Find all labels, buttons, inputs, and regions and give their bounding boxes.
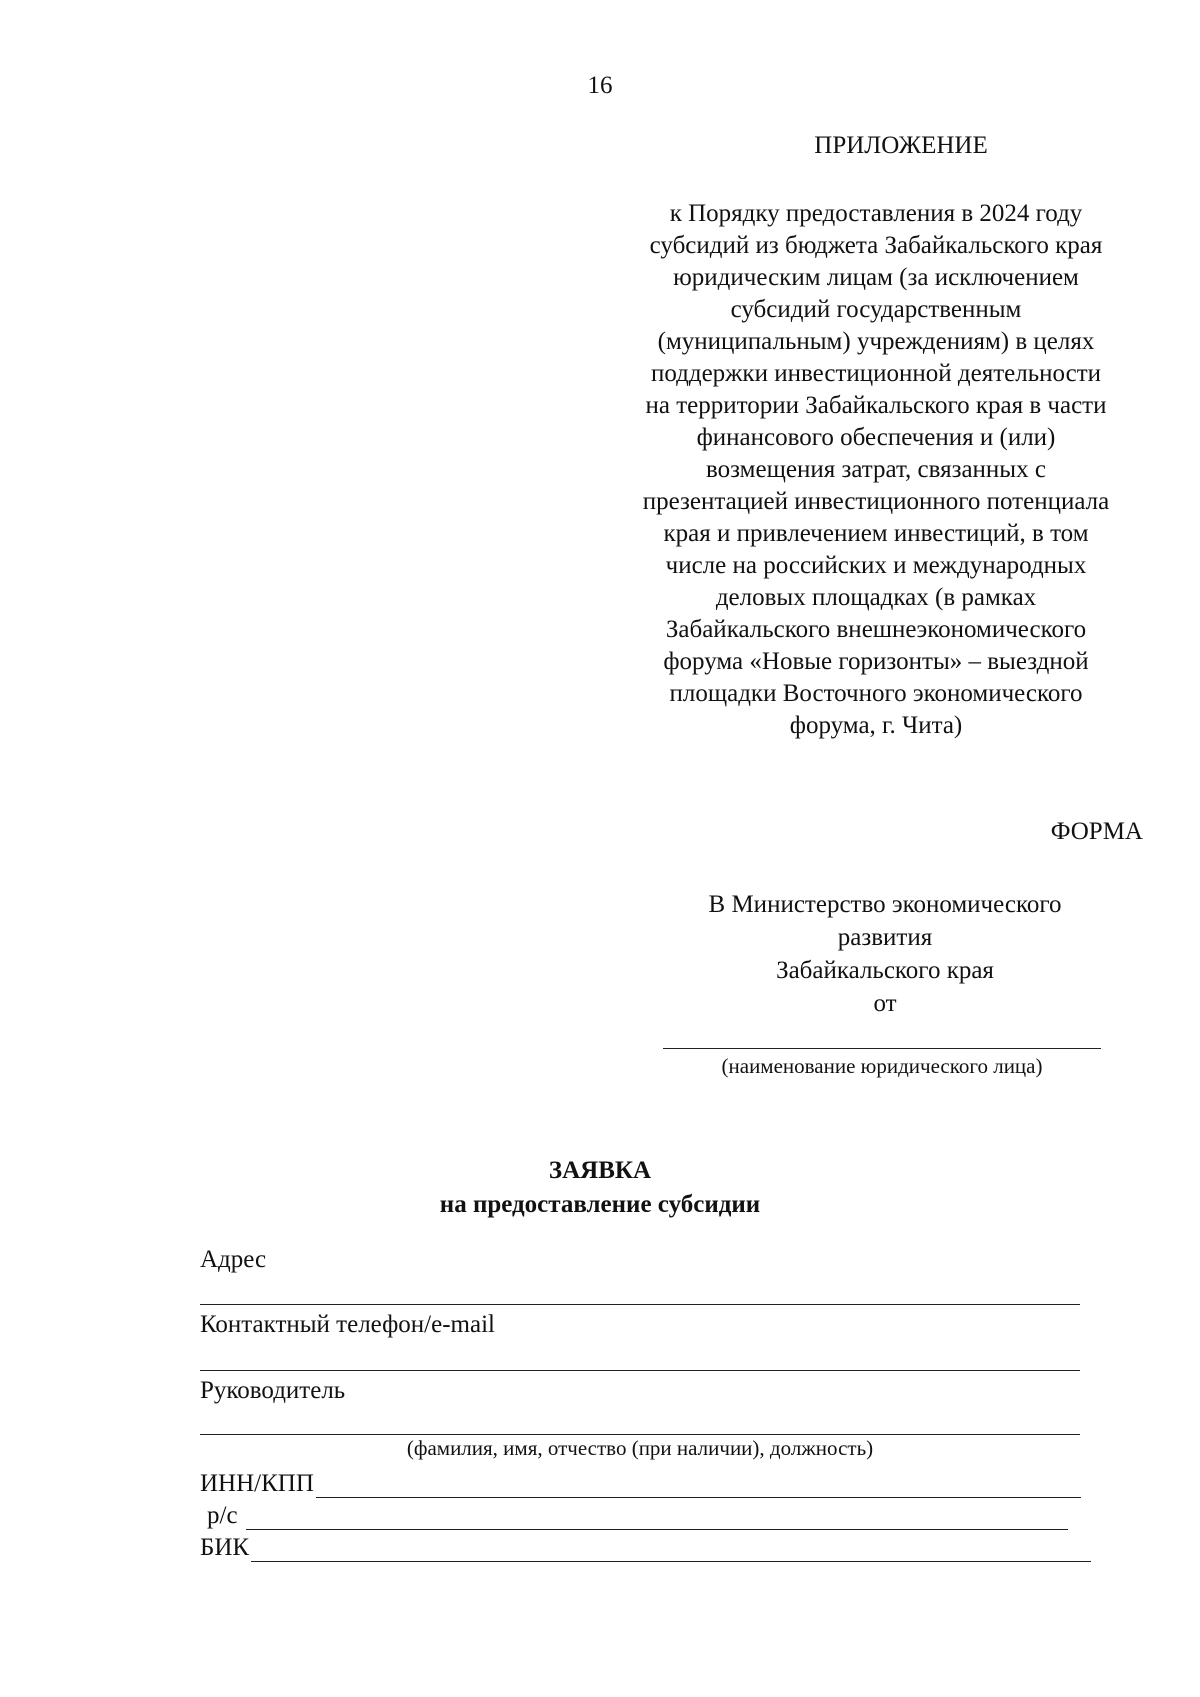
appendix-line: финансового обеспечения и (или) [696, 424, 1056, 451]
appendix-line: форума, г. Чита) [789, 712, 963, 739]
inn-kpp-field[interactable] [316, 1473, 1081, 1498]
appendix-line: форума «Новые горизонты» – выездной [663, 648, 1089, 675]
page-number: 16 [587, 72, 613, 99]
address-field[interactable] [200, 1304, 1080, 1305]
addressee-line: развития [837, 924, 933, 951]
appendix-line: площадки Восточного экономического [669, 680, 1083, 707]
appendix-line: Забайкальского внешнеэкономического [665, 616, 1087, 643]
appendix-line: субсидий из бюджета Забайкальского края [649, 232, 1103, 259]
bik-field[interactable] [251, 1537, 1091, 1562]
appendix-line: поддержки инвестиционной деятельности [650, 360, 1102, 387]
org-name-caption: (наименование юридического лица) [721, 1054, 1043, 1078]
appendix-line: презентацией инвестиционного потенциала [642, 488, 1110, 515]
appendix-line: края и привлечением инвестиций, в том [663, 520, 1089, 547]
org-name-field[interactable] [663, 1048, 1101, 1049]
appendix-line: числе на российских и международных [665, 552, 1087, 579]
inn-kpp-row [200, 1470, 1081, 1498]
form-label: ФОРМА [1050, 818, 1143, 845]
account-label: р/с [207, 1502, 238, 1529]
appendix-line: деловых площадках (в рамках [715, 584, 1037, 611]
addressee-line: В Министерство экономического [708, 891, 1062, 918]
bik-label: БИК [200, 1534, 250, 1561]
appendix-line: на территории Забайкальского края в части [645, 392, 1107, 419]
account-field[interactable] [246, 1505, 1068, 1530]
head-caption: (фамилия, имя, отчество (при наличии), должность) [406, 1436, 874, 1460]
bik-row [200, 1534, 1091, 1562]
inn-kpp-label: ИНН/КПП [200, 1470, 314, 1497]
appendix-description [610, 198, 1142, 742]
application-title-block [0, 1154, 1200, 1222]
addressee-block [620, 888, 1150, 1020]
appendix-title: ПРИЛОЖЕНИЕ [814, 132, 988, 159]
head-label: Руководитель [200, 1377, 346, 1404]
account-row [207, 1502, 1068, 1530]
head-field[interactable] [200, 1434, 1080, 1435]
application-subtitle: на предоставление субсидии [439, 1191, 761, 1218]
appendix-line: возмещения затрат, связанных с [706, 456, 1046, 483]
contact-label: Контактный телефон/e-mail [200, 1311, 495, 1338]
contact-field[interactable] [200, 1370, 1080, 1371]
addressee-line: Забайкальского края [776, 957, 994, 984]
address-label: Адрес [200, 1246, 267, 1273]
appendix-line: юридическим лицам (за исключением [673, 264, 1079, 291]
appendix-line: субсидий государственным [730, 296, 1022, 323]
appendix-line: (муниципальным) учреждениям) в целях [657, 328, 1095, 355]
addressee-line: от [873, 990, 897, 1017]
application-title: ЗАЯВКА [548, 1157, 652, 1184]
appendix-line: к Порядку предоставления в 2024 году [669, 200, 1083, 227]
